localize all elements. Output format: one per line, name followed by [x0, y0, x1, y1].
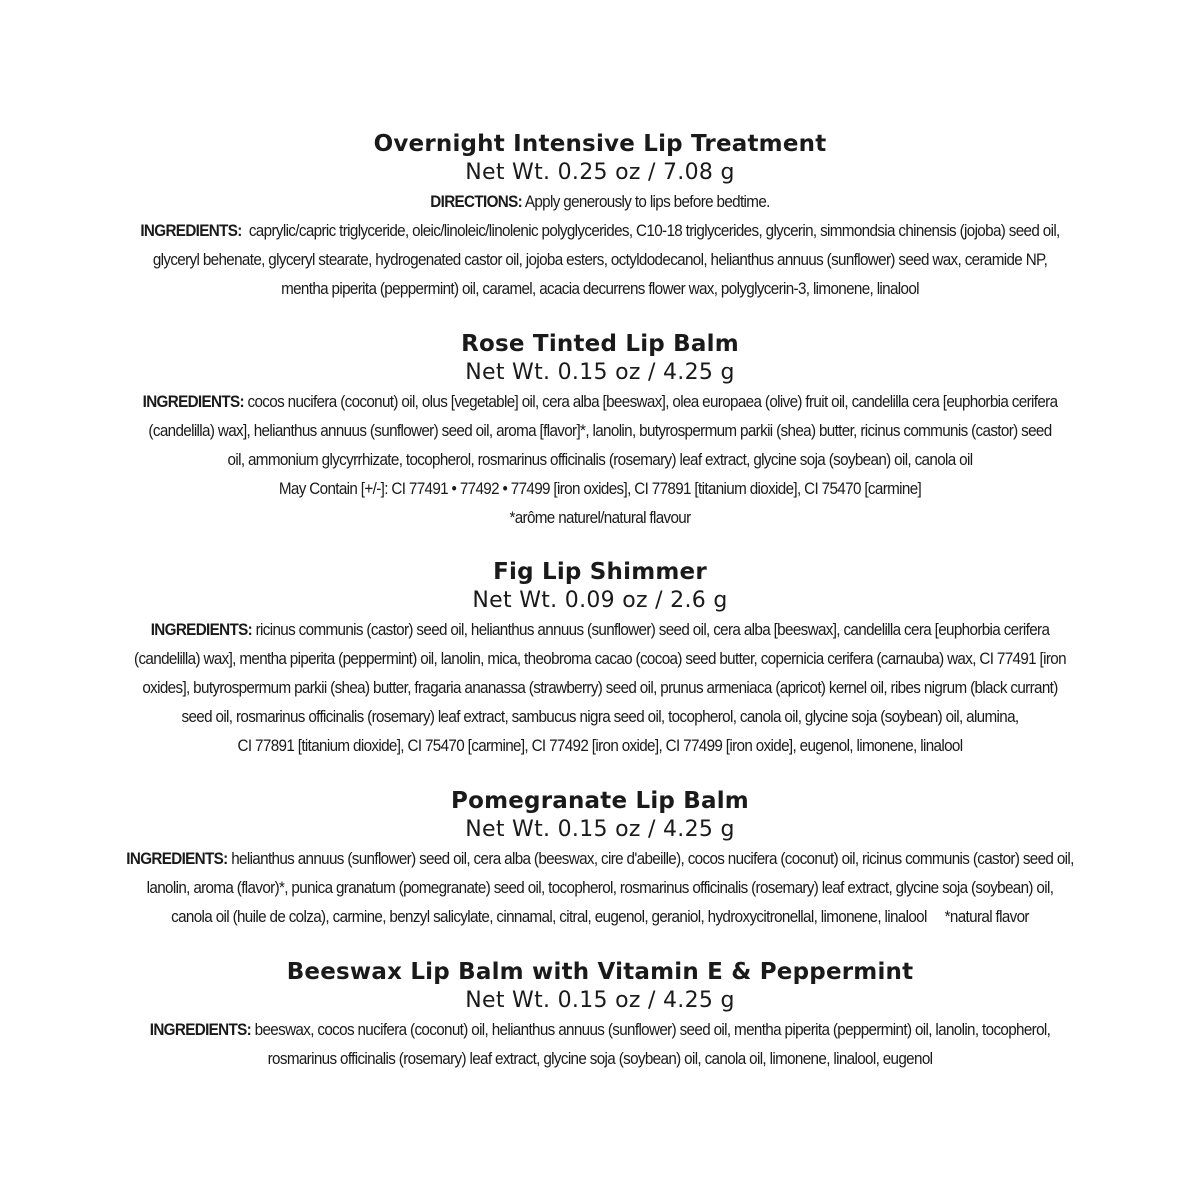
- product-pomegranate-lip-balm: [0, 787, 1200, 932]
- product-title: Fig Lip Shimmer: [493, 559, 707, 585]
- ingredients-line: INGREDIENTS: helianthus annuus (sunflower) seed oil, cera alba (beeswax, cire d'abeille), cocos nucifera (coconut) oil, ricinus communis (castor) seed oil,: [126, 850, 1074, 868]
- directions-text: Apply generously to lips before bedtime.: [524, 193, 770, 211]
- ingredients-line: oxides], butyrospermum parkii (shea) butter, fragaria ananassa (strawberry) seed oil, prunus armeniaca (apricot) kernel oil, ribes nigrum (black currant): [142, 679, 1058, 697]
- ingredients-line: mentha piperita (peppermint) oil, caramel, acacia decurrens flower wax, polyglycerin-3, limonene, linalool: [281, 280, 919, 298]
- product-overnight-lip-treatment: [0, 130, 1200, 304]
- product-title: Overnight Intensive Lip Treatment: [373, 131, 827, 157]
- net-weight: Net Wt. 0.15 oz / 4.25 g: [465, 988, 735, 1013]
- ingredients-line: INGREDIENTS: ricinus communis (castor) seed oil, helianthus annuus (sunflower) seed oil, cera alba [beeswax], candelilla cera [euphorbia cerifera: [150, 621, 1050, 639]
- ingredients-label: INGREDIENTS:: [140, 222, 242, 240]
- product-title: Beeswax Lip Balm with Vitamin E & Peppermint: [286, 959, 914, 985]
- ingredients-label: INGREDIENTS:: [150, 621, 253, 639]
- ingredients-line: glyceryl behenate, glyceryl stearate, hydrogenated castor oil, jojoba esters, octyldodecanol, helianthus annuus (sunflower) seed wax, ceramide NP,: [152, 251, 1048, 269]
- net-weight: Net Wt. 0.09 oz / 2.6 g: [472, 588, 728, 613]
- product-beeswax-lip-balm: [0, 958, 1200, 1074]
- ingredients-line: lanolin, aroma (flavor)*, punica granatum (pomegranate) seed oil, tocopherol, rosmarinus officinalis (rosemary) leaf extract, glycine soja (soybean) oil,: [146, 879, 1054, 897]
- ingredients-line: INGREDIENTS: caprylic/capric triglyceride, oleic/linoleic/linolenic polyglycerides, C10-18 triglycerides, glycerin, simmondsia chinensis (jojoba) seed oil,: [140, 222, 1060, 240]
- product-rose-tinted-lip-balm: [0, 330, 1200, 533]
- net-weight: Net Wt. 0.15 oz / 4.25 g: [465, 360, 735, 385]
- ingredients-line: INGREDIENTS: beeswax, cocos nucifera (coconut) oil, helianthus annuus (sunflower) seed oil, mentha piperita (peppermint) oil, lanolin, tocopherol,: [149, 1021, 1051, 1039]
- ingredients-line: seed oil, rosmarinus officinalis (rosemary) leaf extract, sambucus nigra seed oil, tocopherol, canola oil, glycine soja (soybean) oil, alumina,: [181, 708, 1019, 726]
- ingredients-label: INGREDIENTS:: [126, 850, 228, 868]
- ingredients-line: INGREDIENTS: cocos nucifera (coconut) oil, olus [vegetable] oil, cera alba [beeswax], olea europaea (olive) fruit oil, candelilla cera [euphorbia cerifera: [142, 393, 1058, 411]
- may-contain: May Contain [+/-]: CI 77491 • 77492 • 77499 [iron oxides], CI 77891 [titanium dioxide], CI 75470 [carmine]: [278, 480, 922, 498]
- net-weight: Net Wt. 0.25 oz / 7.08 g: [465, 160, 735, 185]
- ingredients-line: CI 77891 [titanium dioxide], CI 75470 [carmine], CI 77492 [iron oxide], CI 77499 [iron oxide], eugenol, limonene, linalool: [237, 737, 963, 755]
- directions: [47, 188, 1154, 217]
- ingredients-line: oil, ammonium glycyrrhizate, tocopherol, rosmarinus officinalis (rosemary) leaf extract, glycine soja (soybean) oil, canola oil: [227, 451, 973, 469]
- product-title: Pomegranate Lip Balm: [451, 788, 749, 814]
- ingredients-line: (candelilla) wax], helianthus annuus (sunflower) seed oil, aroma [flavor]*, lanolin, butyrospermum parkii (shea) butter, ricinus communis (castor) seed: [148, 422, 1052, 440]
- footnote: *arôme naturel/natural flavour: [509, 509, 691, 527]
- ingredients-line: canola oil (huile de colza), carmine, benzyl salicylate, cinnamal, citral, eugenol, geraniol, hydroxycitronellal, limonene, linalool *natural flavor: [171, 908, 1029, 926]
- ingredients-label: INGREDIENTS:: [149, 1021, 252, 1039]
- net-weight: Net Wt. 0.15 oz / 4.25 g: [465, 817, 735, 842]
- directions-label: DIRECTIONS:: [430, 193, 523, 211]
- ingredients-line: rosmarinus officinalis (rosemary) leaf extract, glycine soja (soybean) oil, canola oil, limonene, linalool, eugenol: [267, 1050, 933, 1068]
- ingredients-line: (candelilla) wax], mentha piperita (peppermint) oil, lanolin, mica, theobroma cacao (cocoa) seed butter, copernicia cerifera (carnauba) wax, CI 77491 [iron: [134, 650, 1066, 668]
- ingredients-label: INGREDIENTS:: [142, 393, 244, 411]
- product-fig-lip-shimmer: [0, 558, 1200, 761]
- product-title: Rose Tinted Lip Balm: [461, 331, 739, 357]
